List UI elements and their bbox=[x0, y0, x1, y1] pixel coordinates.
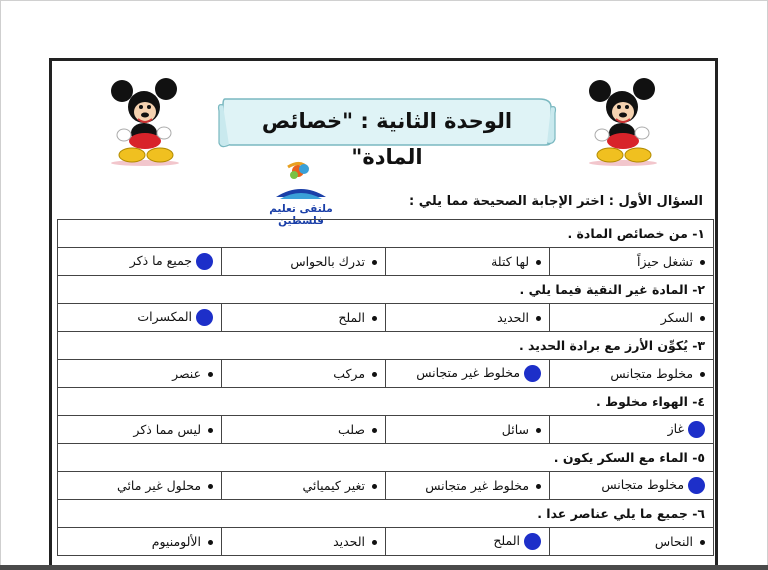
question-stem-row bbox=[58, 388, 714, 416]
selected-circle-icon bbox=[196, 309, 213, 326]
selected-circle-icon bbox=[688, 421, 705, 438]
option-label: تغير كيميائي bbox=[302, 478, 366, 493]
answer-option[interactable] bbox=[386, 248, 550, 276]
option-label: لها كتلة bbox=[491, 254, 530, 269]
option-label: السكر bbox=[660, 310, 694, 325]
question-stem: ٦- جميع ما يلي عناصر عدا . bbox=[58, 500, 714, 528]
option-label: مخلوط غير متجانس bbox=[416, 365, 521, 380]
question-title: السؤال الأول : اختر الإجابة الصحيحة مما يلي : bbox=[409, 194, 703, 209]
selected-circle-icon bbox=[524, 533, 541, 550]
selected-circle-icon bbox=[688, 477, 705, 494]
answer-option[interactable] bbox=[386, 416, 550, 444]
selected-circle-icon bbox=[196, 253, 213, 270]
bullet-icon bbox=[700, 260, 705, 265]
options-row bbox=[58, 360, 714, 388]
answer-option[interactable] bbox=[550, 248, 714, 276]
question-stem-row bbox=[58, 500, 714, 528]
bullet-icon bbox=[208, 540, 213, 545]
question-stem: ٣- يُكوِّن الأرز مع برادة الحديد . bbox=[58, 332, 714, 360]
option-label: الحديد bbox=[497, 310, 530, 325]
option-label: الملح bbox=[493, 533, 521, 548]
option-label: عنصر bbox=[172, 366, 202, 381]
question-stem-row bbox=[58, 276, 714, 304]
window-left-edge bbox=[0, 0, 1, 566]
bullet-icon bbox=[372, 316, 377, 321]
site-logo bbox=[246, 157, 356, 227]
option-label: ليس مما ذكر bbox=[133, 422, 202, 437]
option-label: تدرك بالحواس bbox=[290, 254, 366, 269]
bullet-icon bbox=[536, 260, 541, 265]
option-label: سائل bbox=[501, 422, 530, 437]
option-label: غاز bbox=[667, 421, 685, 436]
answer-option[interactable] bbox=[58, 472, 222, 500]
answer-option[interactable] bbox=[222, 416, 386, 444]
title-banner bbox=[217, 93, 557, 169]
option-label: الحديد bbox=[333, 534, 366, 549]
bullet-icon bbox=[208, 428, 213, 433]
bullet-icon bbox=[372, 260, 377, 265]
question-stem: ٥- الماء مع السكر يكون . bbox=[58, 444, 714, 472]
answer-option[interactable] bbox=[550, 304, 714, 332]
question-stem-row bbox=[58, 220, 714, 248]
selected-answer-option[interactable] bbox=[386, 528, 550, 556]
answer-option[interactable] bbox=[222, 248, 386, 276]
questions-table bbox=[57, 219, 714, 556]
bullet-icon bbox=[372, 484, 377, 489]
bullet-icon bbox=[536, 484, 541, 489]
option-label: محلول غير مائي bbox=[117, 478, 202, 493]
options-row bbox=[58, 416, 714, 444]
question-stem-row bbox=[58, 332, 714, 360]
bullet-icon bbox=[536, 316, 541, 321]
question-stem: ٢- المادة غير النقية فيما يلي . bbox=[58, 276, 714, 304]
options-row bbox=[58, 528, 714, 556]
option-label: صلب bbox=[338, 422, 366, 437]
option-label: مخلوط غير متجانس bbox=[425, 478, 530, 493]
answer-option[interactable] bbox=[222, 304, 386, 332]
option-label: الألومنيوم bbox=[151, 534, 202, 549]
answer-option[interactable] bbox=[550, 360, 714, 388]
option-label: تشغل حيزاً bbox=[637, 254, 694, 269]
window-bottom-bar bbox=[0, 565, 768, 570]
bullet-icon bbox=[700, 540, 705, 545]
answer-option[interactable] bbox=[386, 472, 550, 500]
option-label: النحاس bbox=[654, 534, 694, 549]
selected-answer-option[interactable] bbox=[386, 360, 550, 388]
option-label: مخلوط متجانس bbox=[610, 366, 694, 381]
option-label: مخلوط متجانس bbox=[601, 477, 685, 492]
bullet-icon bbox=[700, 372, 705, 377]
bullet-icon bbox=[700, 316, 705, 321]
option-label: المكسرات bbox=[137, 309, 193, 324]
mickey-mouse-right-icon bbox=[578, 77, 668, 167]
selected-answer-option[interactable] bbox=[550, 416, 714, 444]
bullet-icon bbox=[372, 372, 377, 377]
selected-circle-icon bbox=[524, 365, 541, 382]
logo-text: ملتقى تعليم فلسطين bbox=[269, 203, 333, 227]
answer-option[interactable] bbox=[222, 528, 386, 556]
bullet-icon bbox=[372, 540, 377, 545]
option-label: مركب bbox=[333, 366, 366, 381]
answer-option[interactable] bbox=[58, 360, 222, 388]
answer-option[interactable] bbox=[386, 304, 550, 332]
selected-answer-option[interactable] bbox=[550, 472, 714, 500]
options-row bbox=[58, 472, 714, 500]
bullet-icon bbox=[208, 484, 213, 489]
worksheet-page bbox=[49, 58, 718, 568]
answer-option[interactable] bbox=[550, 528, 714, 556]
answer-option[interactable] bbox=[222, 360, 386, 388]
selected-answer-option[interactable] bbox=[58, 304, 222, 332]
option-label: الملح bbox=[338, 310, 366, 325]
answer-option[interactable] bbox=[58, 416, 222, 444]
bullet-icon bbox=[536, 428, 541, 433]
answer-option[interactable] bbox=[222, 472, 386, 500]
page-title: الوحدة الثانية : "خصائص المادة" bbox=[261, 109, 513, 169]
bullet-icon bbox=[208, 372, 213, 377]
mickey-mouse-left-icon bbox=[100, 77, 190, 167]
answer-option[interactable] bbox=[58, 528, 222, 556]
book-logo-icon bbox=[246, 157, 356, 203]
question-stem: ٤- الهواء مخلوط . bbox=[58, 388, 714, 416]
selected-answer-option[interactable] bbox=[58, 248, 222, 276]
bullet-icon bbox=[372, 428, 377, 433]
option-label: جميع ما ذكر bbox=[129, 253, 193, 268]
question-stem: ١- من خصائص المادة . bbox=[58, 220, 714, 248]
options-row bbox=[58, 304, 714, 332]
window-top-edge bbox=[0, 0, 768, 1]
options-row bbox=[58, 248, 714, 276]
question-stem-row bbox=[58, 444, 714, 472]
